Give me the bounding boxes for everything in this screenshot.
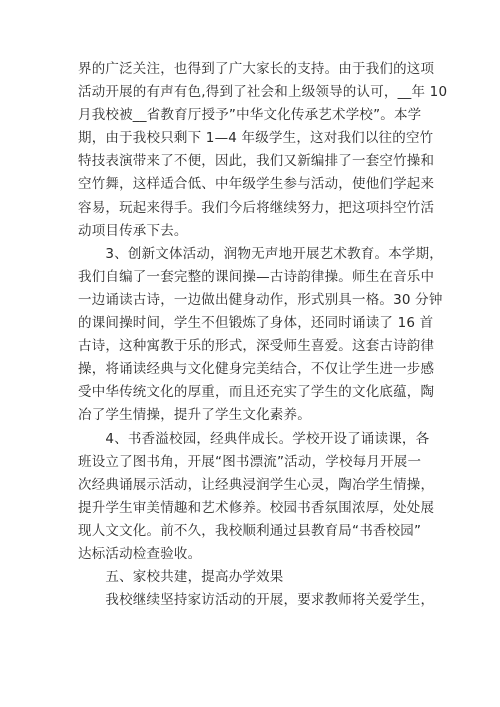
text-line: 界的广泛关注，也得到了广大家长的支持。由于我们的这项 (78, 61, 435, 77)
text-line: 期，由于我校只剩下 1—4 年级学生，这对我们以往的空竹 (78, 130, 434, 147)
text-line: 现人文文化。前不久，我校顺利通过县教育局“书香校园” (78, 522, 422, 539)
text-line: 的课间操时间，学生不但锻炼了身体，还同时诵读了 16 首 (78, 315, 434, 332)
text-line: 提升学生审美情趣和艺术修养。校园书香氛围浓厚，处处展 (78, 499, 435, 516)
text-line: 3、创新文体活动，润物无声地开展艺术教育。本学期， (78, 245, 443, 262)
section-heading: 五、家校共建，提高办学效果 (78, 569, 284, 586)
text-line: 空竹舞，这样适合低、中年级学生参与活动，使他们学起来 (78, 176, 435, 193)
text-line: 4、书香溢校园，经典伴成长。学校开设了诵读课，各 (78, 430, 430, 447)
text-line: 一边诵读古诗，一边做出健身动作，形式别具一格。30 分钟 (78, 291, 443, 308)
document-body (78, 58, 454, 612)
text-line: 次经典诵展示活动，让经典浸润学生心灵，陶冶学生情操， (78, 476, 435, 493)
text-line: 达标活动检查验收。 (78, 545, 202, 562)
text-line: 冶了学生情操，提升了学生文化素养。 (78, 407, 311, 424)
text-line: 班设立了图书角，开展“图书漂流”活动，学校每月开展一 (78, 453, 422, 470)
text-line: 容易，玩起来得手。我们今后将继续努力，把这项抖空竹活 (78, 199, 435, 216)
text-line: 古诗，这种寓教于乐的形式，深受师生喜爱。这套古诗韵律 (78, 338, 435, 355)
text-line: 动项目传承下去。 (78, 222, 188, 239)
text-line: 我们自编了一套完整的课间操—古诗韵律操。师生在音乐中 (78, 268, 435, 285)
text-line: 受中华传统文化的厚重，而且还充实了学生的文化底蕴，陶 (78, 384, 435, 401)
text-line: 活动开展的有声有色,得到了社会和上级领导的认可，__年 10 (78, 84, 448, 101)
text-line: 操，将诵读经典与文化健身完美结合，不仅让学生进一步感 (78, 361, 435, 378)
text-line: 我校继续坚持家访活动的开展，要求教师将关爱学生， (78, 592, 435, 609)
text-line: 月我校被__省教育厅授予”中华文化传承艺术学校”。本学 (78, 107, 422, 124)
text-line: 特技表演带来了不便，因此，我们又新编排了一套空竹操和 (78, 153, 435, 170)
